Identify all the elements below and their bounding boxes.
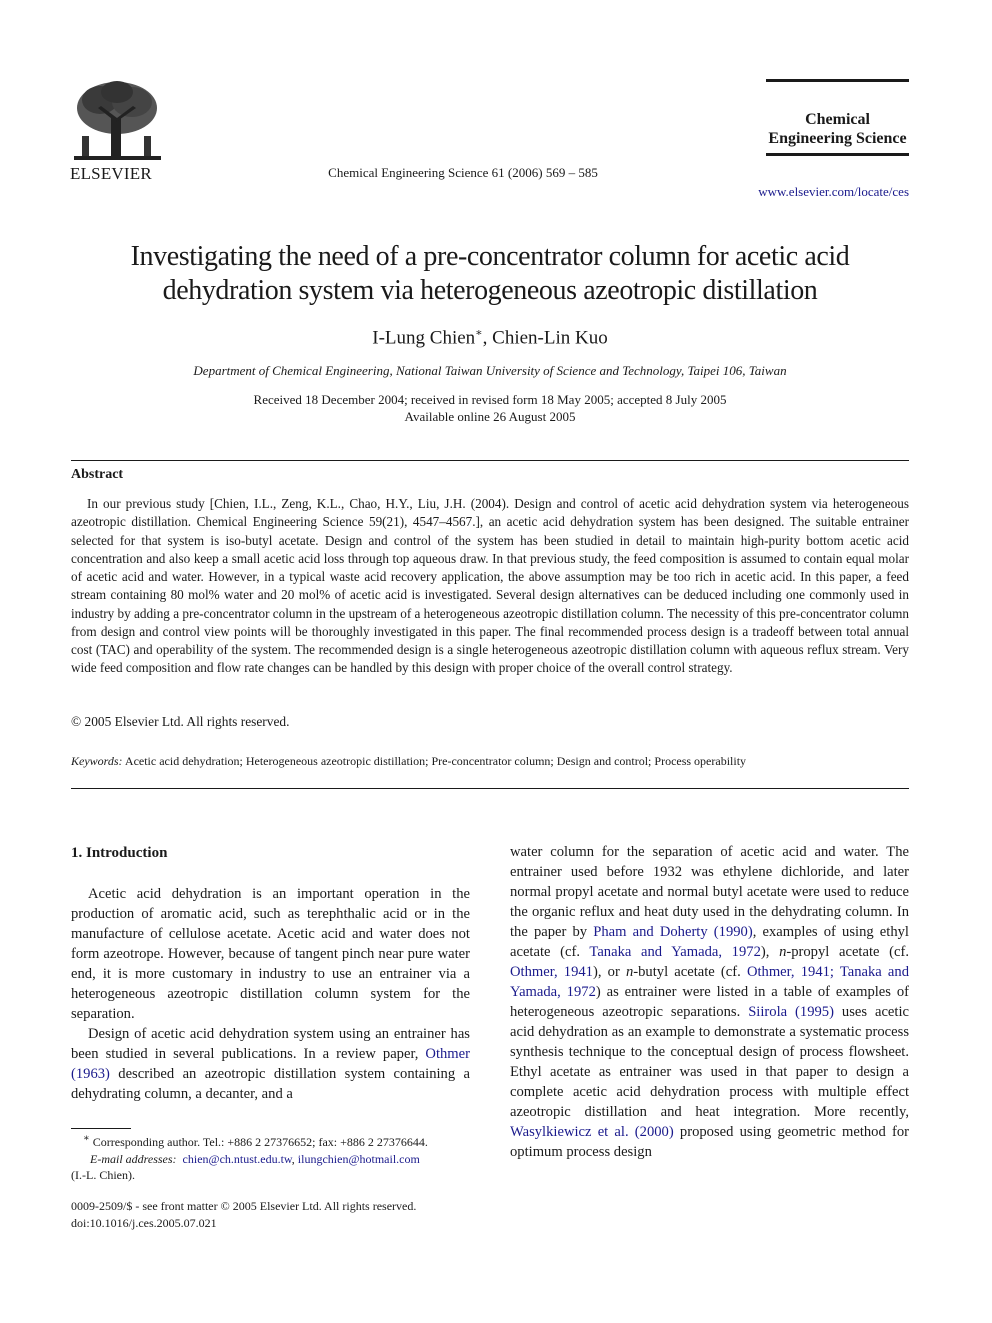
article-title-line2: dehydration system via heterogeneous azeotropic distillation — [162, 275, 818, 306]
corresponding-author: Corresponding author. Tel.: +886 2 27376652; fax: +886 2 27376644. — [89, 1135, 428, 1149]
text-run: water column for the separation of acetic acid and water. The entrainer used before 1932 was ethylene dichloride, and later normal propyl acetate and normal butyl acetate were used to reduce the organic reflux and heat duty used in the dehydrating column. In the paper by — [510, 844, 909, 940]
footnote-line — [71, 1131, 471, 1151]
email-link[interactable]: chien@ch.ntust.edu.tw — [182, 1151, 292, 1166]
journal-url-link[interactable]: www.elsevier.com/locate/ces — [758, 184, 909, 199]
author-name: I-Lung Chien — [372, 327, 476, 349]
text-run: ), — [760, 944, 780, 960]
received-dates: Received 18 December 2004; received in revised form 18 May 2005; accepted 8 July 2005 — [253, 392, 727, 407]
doi-link[interactable]: doi:10.1016/j.ces.2005.07.021 — [71, 1215, 217, 1230]
journal-rule-top — [766, 79, 909, 82]
corresponding-mark[interactable]: ∗ — [475, 327, 483, 339]
italic-text: n — [779, 944, 787, 960]
footnote — [71, 1131, 471, 1184]
email-separator: , — [291, 1151, 298, 1166]
email-link[interactable]: ilungchien@hotmail.com — [297, 1151, 420, 1166]
email-label: E-mail addresses: — [90, 1151, 177, 1166]
footnote-line: (I.-L. Chien). — [71, 1168, 135, 1182]
text-run: uses acetic acid dehydration as an example to demonstrate a systematic process synthesis technique to the conceptual design of process flowsheet. Ethyl acetate as entrainer was used in that paper to design a complete acetic acid dehydration process with multiple effect azeotropic distillation and heat integration. More recently, — [510, 1004, 909, 1120]
journal-title-line2: Engineering Science — [768, 130, 907, 147]
citation-link[interactable]: Othmer, 1941 — [510, 964, 593, 980]
text-run: described an azeotropic distillation system containing a dehydrating column, a decanter, and a — [71, 1066, 470, 1102]
issn-line: 0009-2509/$ - see front matter © 2005 Elsevier Ltd. All rights reserved. — [71, 1199, 417, 1213]
article-title-line1: Investigating the need of a pre-concentrator column for acetic acid — [130, 241, 850, 272]
journal-citation: Chemical Engineering Science 61 (2006) 569 – 585 — [328, 165, 598, 180]
abstract-copyright: © 2005 Elsevier Ltd. All rights reserved. — [71, 714, 290, 729]
footnote-mark: ∗ — [83, 1133, 90, 1144]
publisher-name: ELSEVIER — [70, 164, 152, 183]
abstract-rule-top — [71, 460, 909, 461]
text-run: ) as entrainer were listed in a table of examples of heterogeneous azeotropic separations. — [510, 984, 909, 1020]
section-heading: 1. Introduction — [71, 845, 168, 861]
article-dates — [70, 391, 910, 425]
text-run: ), or — [592, 964, 626, 980]
abstract-heading: Abstract — [71, 467, 124, 482]
citation-link[interactable]: Pham and Doherty (1990) — [593, 924, 753, 940]
keywords-list: Acetic acid dehydration; Heterogeneous azeotropic distillation; Pre-concentrator column; Design and control; Process operability — [124, 754, 747, 768]
keywords — [71, 754, 909, 769]
paragraph: Acetic acid dehydration is an important operation in the production of aromatic acid, such as terephthalic acid or in the manufacture of cellulose acetate. Acetic acid and water does not form azeotrope. However, because of tangent pinch near pure water end, it is more customary in industry to use an entrainer via a heterogeneous azeotropic distillation column system for the separation. — [71, 886, 470, 1022]
text-run: , examples of using ethyl acetate (cf. — [510, 924, 909, 960]
keywords-label: Keywords: — [71, 754, 123, 768]
publisher-logo — [70, 78, 165, 184]
footnote-line — [71, 1151, 471, 1168]
available-online: Available online 26 August 2005 — [404, 409, 576, 424]
affiliation: Department of Chemical Engineering, National Taiwan University of Science and Technology, Taipei 106, Taiwan — [193, 363, 787, 378]
paragraph — [510, 842, 909, 1162]
journal-title-line1: Chemical — [805, 111, 870, 128]
citation-link[interactable]: Othmer, 1941; Tanaka and Yamada, 1972 — [510, 964, 910, 1000]
author-list — [70, 326, 910, 349]
footnote-rule — [71, 1128, 131, 1129]
front-matter — [71, 1198, 471, 1231]
journal-title — [766, 110, 909, 148]
text-run: -propyl acetate (cf. — [786, 944, 909, 960]
italic-text: n — [625, 964, 634, 980]
text-run: Design of acetic acid dehydration system using an entrainer has been studied in several publications. In a review paper, — [71, 1026, 470, 1062]
left-column — [71, 884, 470, 1104]
journal-rule-bottom — [766, 153, 909, 156]
citation-link[interactable]: Tanaka and Yamada, 1972 — [589, 944, 761, 960]
citation-link[interactable]: Othmer (1963) — [71, 1046, 470, 1082]
citation-link[interactable]: Siirola (1995) — [748, 1004, 834, 1020]
author-name: , Chien-Lin Kuo — [482, 327, 608, 349]
text-run: proposed using geometric method for optimum process design — [510, 1124, 909, 1160]
article-title — [70, 240, 910, 308]
abstract-body: In our previous study [Chien, I.L., Zeng, K.L., Chao, H.Y., Liu, J.H. (2004). Design and control of acetic acid dehydration system via heterogeneous azeotropic distillation. Chemical Engineering Science 59(21), 4547–4567.], an acetic acid dehydration system has been designed. The suitable entrainer selected for that system is iso-butyl acetate. Design and control of the system has been studied in detail to maintain high-purity bottom acetic acid concentration and also keep a small acetic acid loss through top aqueous draw. In that previous study, the feed composition is assumed to contain equal molar of acetic acid and water. However, in a typical waste acid recovery application, the above assumption may be too rich in acetic acid. In this paper, a feed stream containing 80 mol% water and 20 mol% of acetic acid is investigated. Several design alternatives can be deduced including one commonly used in industry by adding a pre-concentrator column in the upstream of a heterogeneous azeotropic distillation column. The necessity of this pre-concentrator column from design and control view points will be thoroughly investigated in this paper. The final recommended process design is a tradeoff between total annual cost (TAC) and operability of the system. The recommended design is a single heterogeneous azeotropic distillation column with aqueous reflux stream. Very wide feed composition and flow rate changes can be handled by this design with proper choice of the overall control strategy. — [71, 496, 909, 676]
elsevier-tree-icon — [70, 78, 165, 164]
abstract-rule-bottom — [71, 788, 909, 789]
citation-link[interactable]: Wasylkiewicz et al. (2000) — [510, 1124, 674, 1140]
text-run: -butyl acetate (cf. — [633, 964, 747, 980]
paragraph — [71, 1024, 470, 1104]
right-column — [510, 842, 909, 1162]
